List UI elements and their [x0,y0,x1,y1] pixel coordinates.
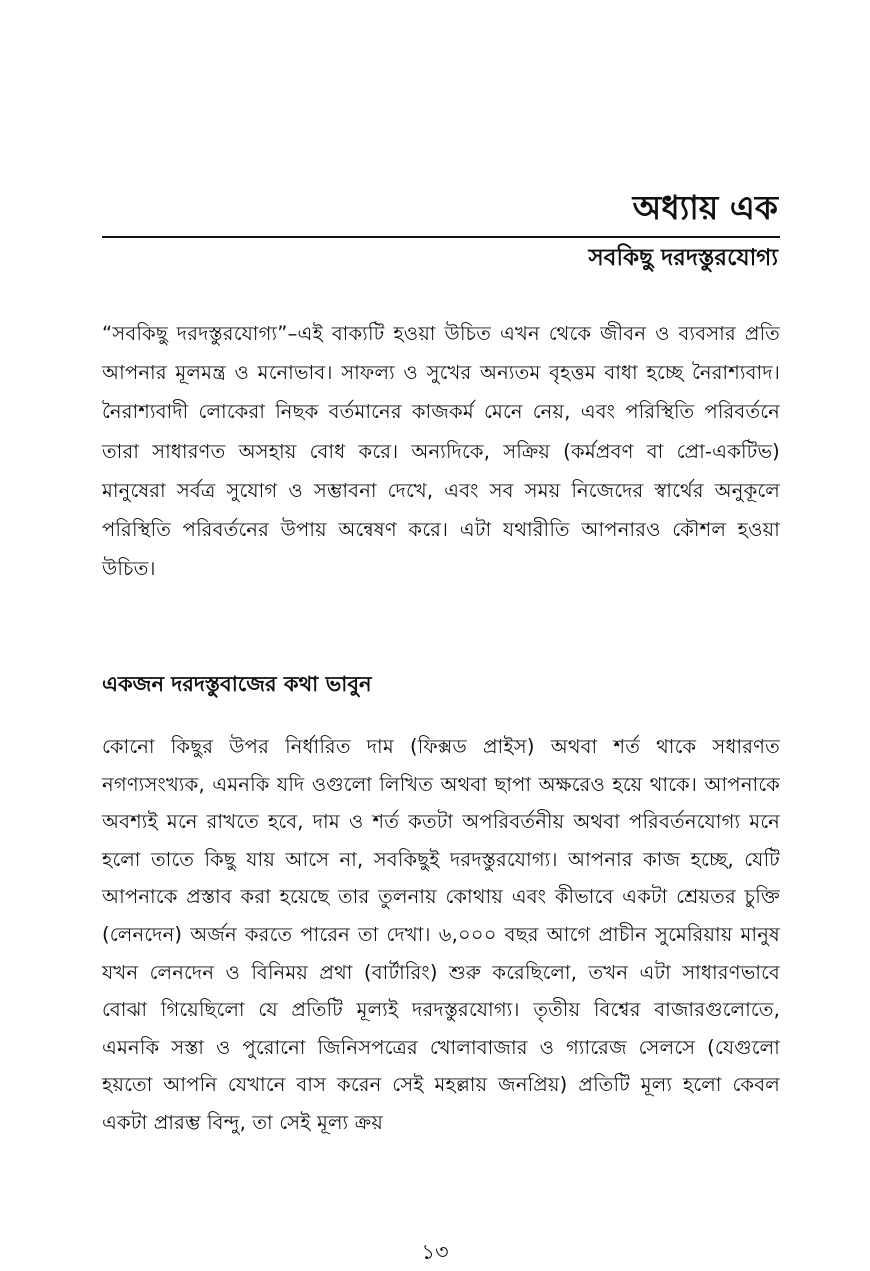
title-divider [102,236,780,238]
body-paragraph: কোনো কিছুর উপর নির্ধারিত দাম (ফিক্সড প্রাইস) অথবা শর্ত থাকে সধারণত নগণ্যসংখ্যক, এমনকি যদি ওগুলো লিখিত অথবা ছাপা অক্ষরেও হয়ে থাকে। আপনাকে অবশ্যই মনে রাখতে হবে, দাম ও শর্ত কতটা অপরিবর্তনীয় অথবা পরিবর্তনযোগ্য মনে হলো তাতে কিছু যায় আসে না, সবকিছুই দরদস্তুরযোগ্য। আপনার কাজ হচ্ছে, যেটি আপনাকে প্রস্তাব করা হয়েছে তার তুলনায় কোথায় এবং কীভাবে একটা শ্রেয়তর চুক্তি (লেনদেন) অর্জন করতে পারেন তা দেখা। ৬,০০০ বছর আগে প্রাচীন সুমেরিয়ায় মানুষ যখন লেনদেন ও বিনিময় প্রথা (বার্টারিং) শুরু করেছিলো, তখন এটা সাধারণভাবে বোঝা গিয়েছিলো যে প্রতিটি মূল্যই দরদস্তুরযোগ্য। তৃতীয় বিশ্বের বাজারগুলোতে, এমনকি সস্তা ও পুরোনো জিনিসপত্রের খোলাবাজার ও গ্যারেজ সেলসে (যেগুলো হয়তো আপনি যেখানে বাস করেন সেই মহল্লায় জনপ্রিয়) প্রতিটি মূল্য হলো কেবল একটা প্রারম্ভ বিন্দু, তা সেই মূল্য ক্রয় [102,735,780,1134]
chapter-title: অধ্যায় এক [632,188,778,227]
section-heading: একজন দরদস্তুবাজের কথা ভাবুন [102,672,372,696]
page-number: ১৩ [421,1240,449,1264]
body-paragraph: “সবকিছু দরদস্তুরযোগ্য”–এই বাক্যটি হওয়া উচিত এখন থেকে জীবন ও ব্যবসার প্রতি আপনার মূলমন্ত্র ও মনোভাব। সাফল্য ও সুখের অন্যতম বৃহত্তম বাধা হচ্ছে নৈরাশ্যবাদ। নৈরাশ্যবাদী লোকেরা নিছক বর্তমানের কাজকর্ম মেনে নেয়, এবং পরিস্থিতি পরিবর্তনে তারা সাধারণত অসহায় বোধ করে। অন্যদিকে, সক্রিয় (কর্মপ্রবণ বা প্রো-একটিভ) মানুষেরা সর্বত্র সুযোগ ও সম্ভাবনা দেখে, এবং সব সময় নিজেদের স্বার্থের অনুকূলে পরিস্থিতি পরিবর্তনের উপায় অন্বেষণ করে। এটা যথারীতি আপনারও কৌশল হওয়া উচিত। [102,322,780,581]
chapter-subtitle: সবকিছু দরদস্তুরযোগ্য [588,245,778,271]
